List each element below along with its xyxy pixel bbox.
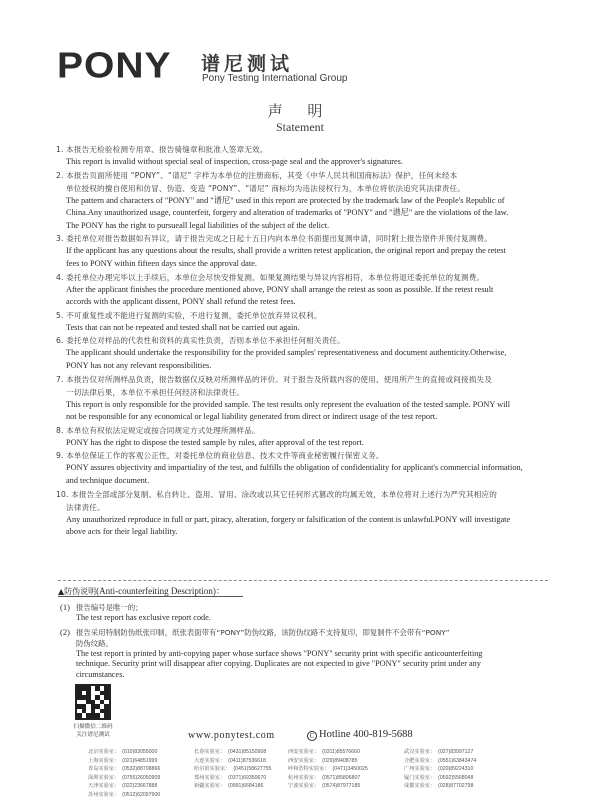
- clause-text-cn: 2. 本报告页面所使用 “PONY”、“谱尼” 字样为本单位的注册商标，其受《中华人民共和国商标法》保护，任何未经本: [56, 170, 458, 180]
- clause-text-cn: 1. 本报告无检验检测专用章、报告骑缝章和批准人签章无效。: [56, 145, 268, 154]
- lab-entry: [288, 782, 368, 791]
- lab-phone: (0991)6684186: [228, 783, 264, 790]
- lab-name: 苏州实验室：: [88, 791, 120, 798]
- lab-column: [88, 748, 160, 800]
- clause-text-en: PONY has not any relevant responsibilities.: [66, 360, 212, 370]
- hotline: [307, 729, 413, 741]
- website-link[interactable]: www.ponytest.com: [188, 730, 275, 741]
- laboratory-directory: [88, 748, 558, 800]
- lab-column: [288, 748, 368, 791]
- item-text-en: The test report has exclusive report code.: [76, 613, 211, 622]
- statement-clause: [56, 232, 536, 270]
- clause-text-cn: 9. 本单位保证工作的客观公正性，对委托单位的商业信息、技术文件等商业秘密履行保密义务。: [56, 451, 384, 461]
- lab-phone: (0592)5568048: [438, 774, 474, 781]
- lab-name: 杭州实验室：: [288, 774, 320, 781]
- clause-text-en: above acts for their legal liability.: [66, 527, 178, 537]
- lab-column: [194, 748, 271, 791]
- clause-text-cn: 一切法律后果，本单位不承担任何经济和法律责任。: [66, 387, 245, 397]
- anti-counterfeiting-title-en: (Anti-counterfeiting Description)：: [96, 586, 225, 596]
- clause-text-cn: 4. 委托单位办理完毕以上手续后，本单位会尽快安排复测。如果复测结果与异议内容相符，本单位将退还委托单位的复测费。: [56, 272, 485, 282]
- lab-name: 厦门实验室：: [404, 774, 436, 781]
- lab-phone: (0471)3450025: [332, 766, 368, 773]
- wechat-qr-code: [75, 684, 111, 720]
- logo-chinese-name: 谱尼测试: [201, 53, 294, 75]
- copyright-c-icon: C: [307, 731, 317, 741]
- item-text-en: technique. Security print will disappear after copying. Duplicates are not expected to give "PONY" security print under any: [76, 659, 481, 668]
- title-underline: [58, 596, 243, 597]
- clause-text-en: This report is only responsible for the provided sample. The test results only represent the evaluation of the tested sample. PONY will: [66, 399, 511, 409]
- clause-text-en: The PONY has the right to pursueall legal liabilities of the subject of the delict.: [66, 220, 330, 230]
- lab-name: 广州实验室：: [404, 766, 436, 773]
- logo-wordmark: PONY: [57, 46, 172, 86]
- lab-entry: [194, 757, 271, 766]
- lab-phone: (0512)62097900: [122, 791, 161, 798]
- lab-name: 大连实验室：: [194, 757, 226, 764]
- clause-text-en: fees to PONY within fifteen days since the approval date.: [66, 258, 257, 268]
- clause-text-en: not be responsible for any economical or legal liability generated from direct or indirect usage of the test report.: [66, 412, 438, 422]
- clause-text-en: This report is invalid without special seal of inspection, cross-page seal and the approver's signatures.: [66, 157, 403, 166]
- lab-entry: [404, 774, 476, 783]
- lab-name: 西安实验室：: [288, 757, 320, 764]
- clause-text-en: PONY has the right to dispose the tested sample by rules, after approval of the test report.: [66, 437, 364, 447]
- item-text-cn: 报告采用特制防伪纸张印制，纸张表面带有“PONY”防伪纹路，该防伪纹路不支持复印，即复制件不会带有“PONY”: [76, 627, 450, 637]
- lab-name: 西安实验室：: [288, 749, 320, 755]
- statement-clause: [56, 309, 536, 335]
- qr-module: [104, 695, 109, 700]
- lab-name: 武汉实验室：: [404, 749, 436, 755]
- clause-text-en: The applicant should undertake the responsibility for the provided samples' representativeness and document authenticity.Otherwise,: [66, 348, 507, 358]
- qr-module: [104, 713, 109, 718]
- lab-column: [404, 748, 476, 791]
- clause-text-en: Tests that can not be repeated and tested shall not be carried out again.: [66, 322, 300, 332]
- anti-counterfeiting-item: [60, 602, 530, 624]
- lab-name: 长春实验室：: [194, 749, 226, 755]
- lab-entry: [194, 748, 271, 757]
- clause-text-en: After the applicant finishes the procedure mentioned above, PONY shall arrange the retest as soon as possible. If the retest result: [66, 284, 494, 294]
- lab-name: 上海实验室：: [88, 757, 120, 764]
- lab-phone: (0411)87536618: [228, 757, 266, 764]
- statement-clause: [56, 424, 536, 450]
- statement-clause: [56, 449, 536, 487]
- company-logo: [57, 46, 397, 92]
- anti-counterfeiting-items: [60, 602, 530, 683]
- section-divider: [58, 580, 548, 581]
- lab-phone: (0574)87977185: [322, 783, 361, 790]
- lab-name: 新疆实验室：: [194, 783, 226, 790]
- lab-entry: [88, 748, 160, 757]
- lab-phone: (0532)88708866: [122, 766, 161, 773]
- lab-phone: (027)83997127: [438, 749, 474, 755]
- clause-text-en: China.Any unauthorized usage, counterfeit, forgery and alteration of trademarks of "PONY" and "谱尼" are the violations of the law.: [66, 208, 509, 218]
- statement-clause: [56, 143, 536, 169]
- lab-name: 合肥实验室：: [404, 757, 436, 764]
- lab-phone: (020)89224310: [438, 766, 474, 773]
- item-text-cn: 防伪纹路。: [76, 638, 113, 648]
- anti-counterfeiting-title-cn: ▲防伪说明: [58, 587, 97, 596]
- lab-entry: [88, 765, 160, 774]
- item-text-cn: 报告编号是唯一的；: [76, 603, 143, 612]
- logo-english-name: Pony Testing International Group: [202, 73, 348, 84]
- lab-phone: (0431)85150908: [228, 749, 267, 755]
- qr-caption: [64, 723, 122, 739]
- lab-phone: (0755)26050909: [122, 774, 161, 781]
- lab-entry: [288, 765, 368, 774]
- lab-name: 天津实验室：: [88, 783, 120, 790]
- lab-name: 青岛实验室：: [88, 766, 120, 773]
- anti-counterfeiting-item: [60, 627, 530, 681]
- lab-entry: [404, 782, 476, 791]
- lab-phone: (0311)85576660: [322, 749, 360, 755]
- item-text-en: circumstances.: [76, 669, 125, 679]
- clause-text-en: The pattern and characters of "PONY" and "谱尼" used in this report are protected by the trademark law of the People's Republic of: [66, 195, 505, 205]
- lab-phone: (028)87702798: [438, 783, 474, 790]
- lab-name: 北京实验室：: [88, 749, 120, 755]
- clause-text-cn: 8. 本单位有权依法定规定或按合同规定方式处理所测样品。: [56, 425, 260, 435]
- clause-text-en: and technique document.: [66, 475, 150, 485]
- lab-entry: [288, 774, 368, 783]
- clause-text-cn: 5. 不可重复性或不能进行复测的实验，不进行复测，委托单位放弃异议权利。: [56, 310, 322, 320]
- statement-clause: [56, 169, 536, 233]
- lab-entry: [194, 765, 271, 774]
- hotline-number: Hotline 400-819-5688: [319, 729, 413, 740]
- qr-caption-line: 关注谱尼测试: [76, 732, 110, 738]
- statement-clause: [56, 271, 536, 309]
- clause-text-cn: 单位授权的擅自使用和仿冒、伪造、变造 “PONY”、“谱尼” 商标均为违法侵权行为，本单位将依法追究其法律责任。: [66, 183, 466, 193]
- lab-phone: (0451)58627755: [233, 766, 272, 773]
- lab-phone: (022)23667888: [122, 783, 158, 790]
- statement-clauses: [56, 143, 536, 539]
- statement-clause: [56, 488, 536, 539]
- lab-name: 呼和浩特实验室：: [288, 766, 330, 773]
- lab-phone: (0551)63843474: [438, 757, 477, 764]
- clause-text-cn: 法律责任。: [66, 502, 105, 512]
- clause-text-en: PONY assures objectivity and impartiality of the test, and fulfills the obligation of confidentiality for applicant's commercial information,: [66, 463, 523, 473]
- lab-entry: [194, 782, 271, 791]
- clause-text-cn: 7. 本报告仅对所测样品负责，报告数据仅反映对所测样品的评价。对于报告及所载内容的使用、使用所产生的直接或间接损失及: [56, 374, 493, 384]
- lab-entry: [404, 748, 476, 757]
- lab-phone: (010)83055000: [122, 749, 158, 755]
- lab-phone: (021)64851999: [122, 757, 158, 764]
- lab-name: 宁波实验室：: [288, 783, 320, 790]
- lab-name: 哈尔滨实验室：: [194, 766, 231, 773]
- clause-text-en: Any unauthorized reproduce in full or part, piracy, alteration, forgery or falsification of the content is unlawful.PONY will investigate: [66, 514, 511, 524]
- lab-entry: [404, 765, 476, 774]
- lab-entry: [194, 774, 271, 783]
- lab-name: 郑州实验室：: [194, 774, 226, 781]
- statement-clause: [56, 373, 536, 424]
- clause-text-cn: 6. 委托单位对样品的代表性和资料的真实性负责，否则本单位不承担任何相关责任。: [56, 336, 345, 346]
- lab-phone: (0371)69350670: [228, 774, 267, 781]
- lab-phone: (029)89408785: [322, 757, 358, 764]
- statement-clause: [56, 334, 536, 372]
- qr-caption-line: 扫描微信二维码: [73, 724, 113, 730]
- item-text-en: The test report is printed by anti-copying paper whose surface shows "PONY" security print with specific anticounterfeiting: [76, 648, 483, 658]
- lab-entry: [88, 757, 160, 766]
- clause-text-en: accords with the applicant dissent, PONY shall refund the retest fees.: [66, 297, 296, 307]
- qr-module: [77, 713, 82, 718]
- clause-text-cn: 10. 本报告全部或部分复制、私自转让、盗用、冒用、涂改或以其它任何形式篡改的均属无效，本单位将对上述行为严究其相应的: [56, 489, 497, 499]
- lab-entry: [88, 782, 160, 791]
- statement-title-en: Statement: [276, 120, 324, 134]
- lab-phone: (0571)85806807: [322, 774, 361, 781]
- item-number: (1): [60, 602, 70, 612]
- lab-name: 成都实验室：: [404, 783, 436, 790]
- lab-entry: [288, 748, 368, 757]
- lab-entry: [288, 757, 368, 766]
- qr-module: [95, 713, 100, 718]
- lab-name: 深圳实验室：: [88, 774, 120, 781]
- clause-text-cn: 3. 委托单位对报告数据如有异议，请于报告完成之日起十五日内向本单位书面提出复测申请，同时附上报告原件并预付复测费。: [56, 234, 493, 244]
- lab-entry: [404, 757, 476, 766]
- statement-title-cn: 声 明: [267, 102, 333, 120]
- item-number: (2): [60, 626, 70, 637]
- lab-entry: [88, 774, 160, 783]
- clause-text-en: If the applicant has any questions about the results, shall provide a written retest application, the original report and prepay the retest: [66, 246, 506, 256]
- lab-entry: [88, 791, 160, 800]
